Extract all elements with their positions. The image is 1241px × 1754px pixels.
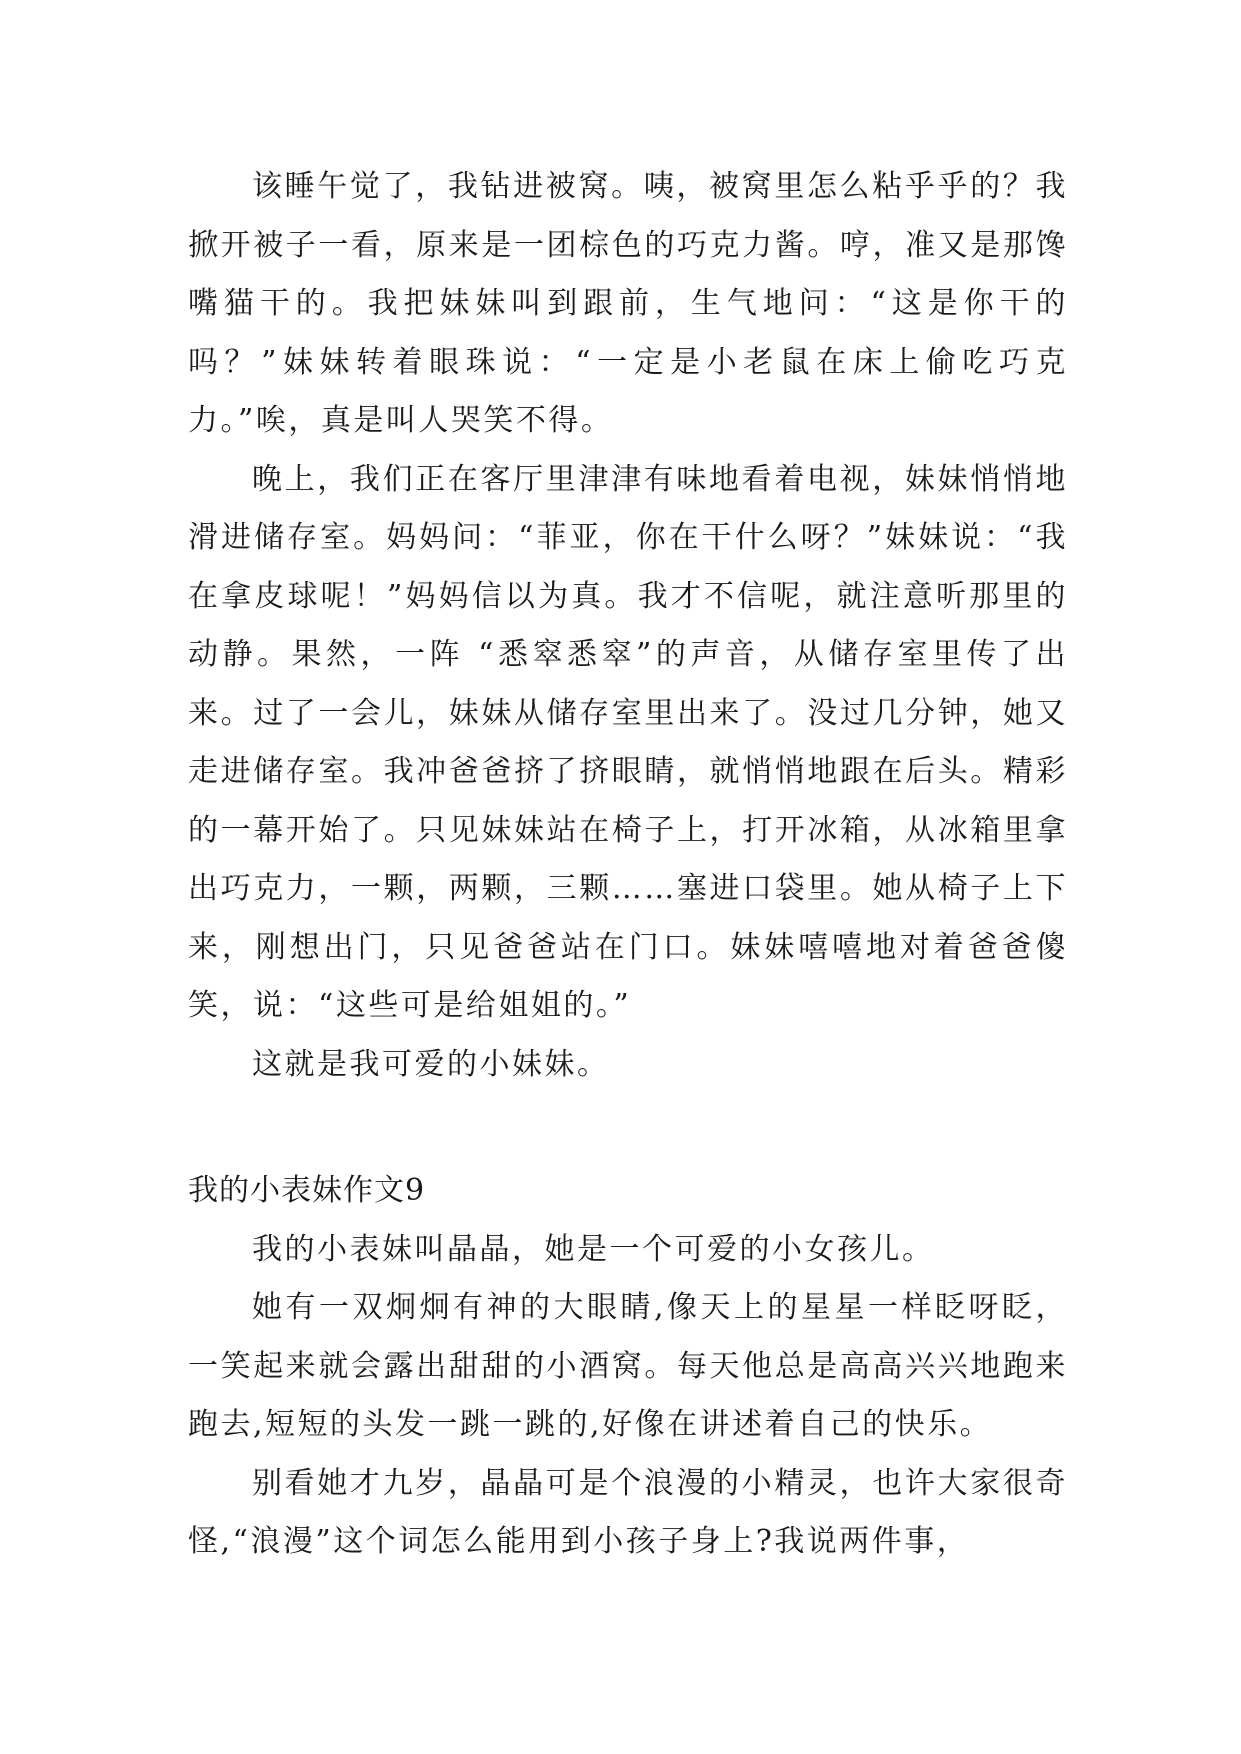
story1-paragraph-3: 这就是我可爱的小妹妹。 xyxy=(252,1046,610,1082)
story2-paragraph-3: 别看她才九岁，晶晶可是个浪漫的小精灵，也许大家很奇怪,“浪漫”这个词怎么能用到小孩子身上?我说两件事， xyxy=(188,1465,1068,1559)
story2-paragraph-2: 她有一双炯炯有神的大眼睛,像天上的星星一样眨呀眨，一笑起来就会露出甜甜的小酒窝。每天他总是高高兴兴地跑来跑去,短短的头发一跳一跳的,好像在讲述着自己的快乐。 xyxy=(188,1290,1068,1442)
section-spacer xyxy=(188,1094,1068,1162)
document-page xyxy=(188,158,1068,1572)
story1-paragraph-1: 该睡午觉了，我钻进被窝。咦，被窝里怎么粘乎乎的？我掀开被子一看，原来是一团棕色的巧克力酱。哼，准又是那馋嘴猫干的。我把妹妹叫到跟前，生气地问：“这是你干的吗？”妹妹转着眼珠说：“一定是小老鼠在床上偷吃巧克力。”唉，真是叫人哭笑不得。 xyxy=(188,169,1068,438)
essay-title: 我的小表妹作文9 xyxy=(188,1173,426,1208)
story1-paragraph-2: 晚上，我们正在客厅里津津有味地看着电视，妹妹悄悄地滑进储存室。妈妈问：“菲亚，你在干什么呀？”妹妹说：“我在拿皮球呢！”妈妈信以为真。我才不信呢，就注意听那里的动静。果然，一阵 “悉窣悉窣”的声音，从储存室里传了出来。过了一会儿，妹妹从储存室里出来了。没过几分钟，她又走进储存室。我冲爸爸挤了挤眼睛，就悄悄地跟在后头。精彩的一幕开始了。只见妹妹站在椅子上，打开冰箱，从冰箱里拿出巧克力，一颗，两颗，三颗……塞进口袋里。她从椅子上下来，刚想出门，只见爸爸站在门口。妹妹嘻嘻地对着爸爸傻笑，说：“这些可是给姐姐的。” xyxy=(188,461,1068,1023)
story2-paragraph-1: 我的小表妹叫晶晶，她是一个可爱的小女孩儿。 xyxy=(252,1231,935,1267)
